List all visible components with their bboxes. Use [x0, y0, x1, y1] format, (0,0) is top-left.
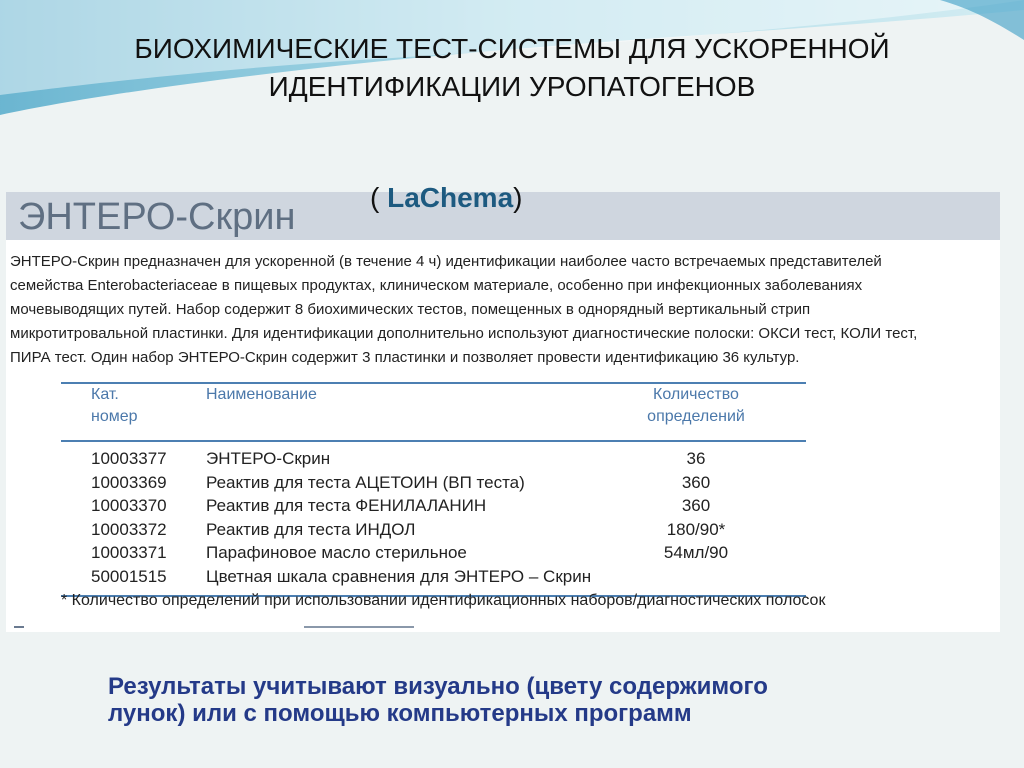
- results-note-line-1: Результаты учитывают визуально (цвету содержимого: [108, 673, 768, 700]
- cell-quantity: 54мл/90: [663, 543, 729, 562]
- header-cat-line-1: Кат.: [91, 386, 119, 403]
- header-cat-line-2: номер: [91, 408, 138, 425]
- scanned-document: [6, 192, 1000, 632]
- table-row: [61, 519, 806, 543]
- results-note-line-2: лунок) или с помощью компьютерных программ: [108, 700, 692, 727]
- header-qty-line-1: Количество: [653, 386, 739, 403]
- cell-quantity: 180/90*: [666, 519, 726, 539]
- results-note: [108, 673, 768, 727]
- cell-quantity: 36: [686, 449, 706, 468]
- vendor-open-paren: (: [370, 182, 388, 213]
- header-quantity: [621, 384, 771, 428]
- cell-cat-number: 10003372: [91, 519, 167, 539]
- description-line: микротитровальной пластинки. Для идентификации дополнительно используют диагностические полоски: ОКСИ тест, КОЛИ тест,: [10, 325, 918, 342]
- table-row: [61, 472, 806, 496]
- description-line: ЭНТЕРО-Скрин предназначен для ускоренной (в течение 4 ч) идентификации наиболее часто встречаемых представителей: [10, 253, 882, 270]
- cell-quantity: 360: [681, 472, 711, 492]
- header-cat-number: [91, 384, 138, 428]
- header-qty-line-2: определений: [647, 408, 745, 425]
- table-footnote: * Количество определений при использовании идентификационных наборов/диагностических полосок: [61, 592, 826, 609]
- cell-name: ЭНТЕРО-Скрин: [206, 449, 331, 468]
- vendor-close-paren: ): [513, 182, 523, 213]
- slide-title-line-1: БИОХИМИЧЕСКИЕ ТЕСТ-СИСТЕМЫ ДЛЯ УСКОРЕННОЙ: [134, 33, 890, 64]
- cell-cat-number: 10003369: [91, 472, 167, 492]
- cell-cat-number: 10003371: [91, 543, 167, 562]
- slide-title-line-2: ИДЕНТИФИКАЦИИ УРОПАТОГЕНОВ: [268, 71, 756, 102]
- cell-cat-number: 10003370: [91, 496, 167, 515]
- cell-name: Реактив для теста ИНДОЛ: [206, 519, 416, 539]
- vendor-label: [370, 182, 522, 214]
- cropped-text-fragment: [14, 625, 414, 629]
- table-row: [61, 542, 806, 566]
- cell-name: Парафиновое масло стерильное: [206, 543, 467, 562]
- cell-name: Цветная шкала сравнения для ЭНТЕРО – Скрин: [206, 566, 592, 586]
- product-title: ЭНТЕРО-Скрин: [18, 196, 296, 238]
- cell-name: Реактив для теста ФЕНИЛАЛАНИН: [206, 496, 487, 515]
- table-row: [61, 495, 806, 519]
- header-name: Наименование: [206, 386, 317, 403]
- cell-name: Реактив для теста АЦЕТОИН (ВП теста): [206, 472, 525, 492]
- cell-cat-number: 50001515: [91, 566, 167, 586]
- product-description: [10, 250, 1000, 370]
- description-line: ПИРА тест. Один набор ЭНТЕРО-Скрин содержит 3 пластинки и позволяет провести идентификацию 36 культур.: [10, 349, 800, 366]
- table-header: [61, 384, 806, 440]
- slide-title: [0, 30, 1024, 106]
- description-line: мочевыводящих путей. Набор содержит 8 биохимических тестов, помещенных в однорядный вертикальный стрип: [10, 301, 811, 318]
- table-row: [61, 448, 806, 472]
- table-row: [61, 566, 806, 590]
- cell-cat-number: 10003377: [91, 449, 167, 468]
- product-table: [61, 382, 806, 597]
- cell-quantity: 360: [681, 496, 711, 515]
- description-line: семейства Enterobacteriaceae в пищевых продуктах, клиническом материале, особенно при инфекционных заболеваниях: [10, 277, 863, 294]
- vendor-name: LaChema: [387, 182, 514, 213]
